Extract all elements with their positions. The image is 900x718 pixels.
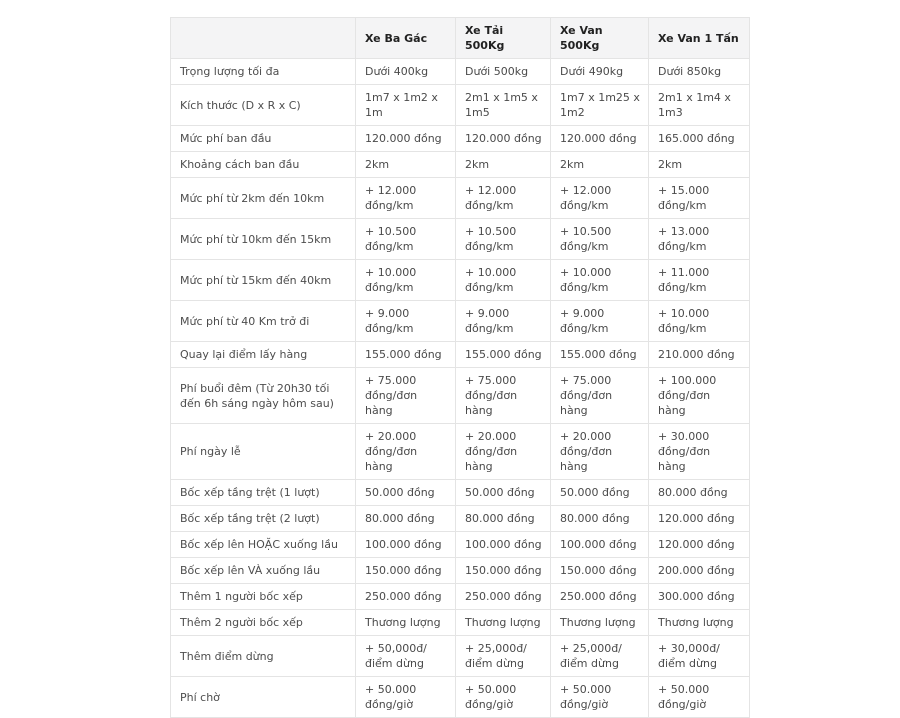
cell-xe-ba-gac: 80.000 đồng [356, 506, 456, 532]
cell-xe-ba-gac: + 20.000 đồng/đơn hàng [356, 424, 456, 480]
cell-xe-tai-500kg: 155.000 đồng [456, 342, 551, 368]
row-label: Phí buổi đêm (Từ 20h30 tối đến 6h sáng ngày hôm sau) [171, 368, 356, 424]
header-cell-empty [171, 18, 356, 59]
table-row [171, 219, 750, 260]
cell-xe-tai-500kg: 100.000 đồng [456, 532, 551, 558]
row-label: Phí chờ [171, 677, 356, 718]
cell-xe-ba-gac: 50.000 đồng [356, 480, 456, 506]
cell-xe-tai-500kg: Dưới 500kg [456, 59, 551, 85]
row-label: Khoảng cách ban đầu [171, 152, 356, 178]
cell-xe-tai-500kg: 2km [456, 152, 551, 178]
cell-xe-tai-500kg: + 10.500 đồng/km [456, 219, 551, 260]
cell-xe-ba-gac: 155.000 đồng [356, 342, 456, 368]
table-row [171, 677, 750, 718]
cell-xe-ba-gac: + 10.000 đồng/km [356, 260, 456, 301]
row-label: Mức phí ban đầu [171, 126, 356, 152]
table-row [171, 59, 750, 85]
row-label: Trọng lượng tối đa [171, 59, 356, 85]
row-label: Mức phí từ 2km đến 10km [171, 178, 356, 219]
cell-xe-van-500kg: 100.000 đồng [551, 532, 649, 558]
cell-xe-van-500kg: + 20.000 đồng/đơn hàng [551, 424, 649, 480]
cell-xe-ba-gac: 100.000 đồng [356, 532, 456, 558]
cell-xe-tai-500kg: 80.000 đồng [456, 506, 551, 532]
cell-xe-ba-gac: + 75.000 đồng/đơn hàng [356, 368, 456, 424]
cell-xe-van-1-tan: Thương lượng [649, 610, 750, 636]
cell-xe-tai-500kg: + 12.000 đồng/km [456, 178, 551, 219]
header-cell-xe-ba-gac: Xe Ba Gác [356, 18, 456, 59]
header-cell-xe-van-1-tan: Xe Van 1 Tấn [649, 18, 750, 59]
cell-xe-van-500kg: Dưới 490kg [551, 59, 649, 85]
cell-xe-van-500kg: Thương lượng [551, 610, 649, 636]
table-row [171, 480, 750, 506]
cell-xe-van-500kg: 150.000 đồng [551, 558, 649, 584]
row-label: Kích thước (D x R x C) [171, 85, 356, 126]
table-row [171, 178, 750, 219]
cell-xe-ba-gac: 150.000 đồng [356, 558, 456, 584]
cell-xe-van-500kg: 80.000 đồng [551, 506, 649, 532]
row-label: Bốc xếp lên HOẶC xuống lầu [171, 532, 356, 558]
cell-xe-van-1-tan: + 100.000 đồng/đơn hàng [649, 368, 750, 424]
cell-xe-ba-gac: + 50,000đ/điểm dừng [356, 636, 456, 677]
cell-xe-tai-500kg: + 75.000 đồng/đơn hàng [456, 368, 551, 424]
cell-xe-ba-gac: Thương lượng [356, 610, 456, 636]
cell-xe-van-500kg: 120.000 đồng [551, 126, 649, 152]
row-label: Bốc xếp lên VÀ xuống lầu [171, 558, 356, 584]
pricing-table [170, 17, 750, 718]
row-label: Thêm 2 người bốc xếp [171, 610, 356, 636]
cell-xe-van-1-tan: 165.000 đồng [649, 126, 750, 152]
cell-xe-ba-gac: + 12.000 đồng/km [356, 178, 456, 219]
cell-xe-van-500kg: + 50.000 đồng/giờ [551, 677, 649, 718]
table-body [171, 59, 750, 718]
table-row [171, 368, 750, 424]
cell-xe-van-500kg: + 75.000 đồng/đơn hàng [551, 368, 649, 424]
cell-xe-ba-gac: + 9.000 đồng/km [356, 301, 456, 342]
header-cell-xe-tai-500kg: Xe Tải 500Kg [456, 18, 551, 59]
row-label: Mức phí từ 10km đến 15km [171, 219, 356, 260]
cell-xe-tai-500kg: 120.000 đồng [456, 126, 551, 152]
cell-xe-van-500kg: 250.000 đồng [551, 584, 649, 610]
table-row [171, 342, 750, 368]
cell-xe-van-500kg: 2km [551, 152, 649, 178]
cell-xe-van-500kg: + 10.500 đồng/km [551, 219, 649, 260]
cell-xe-van-1-tan: + 11.000 đồng/km [649, 260, 750, 301]
cell-xe-van-1-tan: 300.000 đồng [649, 584, 750, 610]
table-row [171, 424, 750, 480]
row-label: Bốc xếp tầng trệt (2 lượt) [171, 506, 356, 532]
table-row [171, 506, 750, 532]
cell-xe-van-1-tan: + 50.000 đồng/giờ [649, 677, 750, 718]
cell-xe-van-1-tan: 210.000 đồng [649, 342, 750, 368]
cell-xe-tai-500kg: 250.000 đồng [456, 584, 551, 610]
cell-xe-ba-gac: 1m7 x 1m2 x 1m [356, 85, 456, 126]
cell-xe-van-1-tan: 120.000 đồng [649, 532, 750, 558]
row-label: Mức phí từ 40 Km trở đi [171, 301, 356, 342]
cell-xe-tai-500kg: + 10.000 đồng/km [456, 260, 551, 301]
cell-xe-van-1-tan: + 30.000 đồng/đơn hàng [649, 424, 750, 480]
table-row [171, 152, 750, 178]
row-label: Mức phí từ 15km đến 40km [171, 260, 356, 301]
cell-xe-tai-500kg: Thương lượng [456, 610, 551, 636]
cell-xe-tai-500kg: 150.000 đồng [456, 558, 551, 584]
row-label: Thêm 1 người bốc xếp [171, 584, 356, 610]
cell-xe-van-1-tan: 120.000 đồng [649, 506, 750, 532]
table-row [171, 584, 750, 610]
row-label: Quay lại điểm lấy hàng [171, 342, 356, 368]
cell-xe-van-1-tan: + 15.000 đồng/km [649, 178, 750, 219]
cell-xe-van-1-tan: + 10.000 đồng/km [649, 301, 750, 342]
table-header [171, 18, 750, 59]
cell-xe-ba-gac: Dưới 400kg [356, 59, 456, 85]
cell-xe-ba-gac: 2km [356, 152, 456, 178]
table-row [171, 301, 750, 342]
cell-xe-van-1-tan: 2km [649, 152, 750, 178]
cell-xe-tai-500kg: + 25,000đ/điểm dừng [456, 636, 551, 677]
cell-xe-tai-500kg: + 20.000 đồng/đơn hàng [456, 424, 551, 480]
row-label: Phí ngày lễ [171, 424, 356, 480]
cell-xe-tai-500kg: 2m1 x 1m5 x 1m5 [456, 85, 551, 126]
cell-xe-van-1-tan: 2m1 x 1m4 x 1m3 [649, 85, 750, 126]
cell-xe-tai-500kg: + 50.000 đồng/giờ [456, 677, 551, 718]
cell-xe-ba-gac: + 10.500 đồng/km [356, 219, 456, 260]
cell-xe-tai-500kg: 50.000 đồng [456, 480, 551, 506]
cell-xe-van-500kg: + 12.000 đồng/km [551, 178, 649, 219]
cell-xe-ba-gac: + 50.000 đồng/giờ [356, 677, 456, 718]
table-row [171, 260, 750, 301]
cell-xe-van-1-tan: + 13.000 đồng/km [649, 219, 750, 260]
header-cell-xe-van-500kg: Xe Van 500Kg [551, 18, 649, 59]
table-row [171, 636, 750, 677]
row-label: Bốc xếp tầng trệt (1 lượt) [171, 480, 356, 506]
table-row [171, 126, 750, 152]
cell-xe-van-1-tan: Dưới 850kg [649, 59, 750, 85]
cell-xe-van-1-tan: + 30,000đ/điểm dừng [649, 636, 750, 677]
row-label: Thêm điểm dừng [171, 636, 356, 677]
cell-xe-van-500kg: 155.000 đồng [551, 342, 649, 368]
table-row [171, 85, 750, 126]
cell-xe-ba-gac: 250.000 đồng [356, 584, 456, 610]
cell-xe-van-500kg: + 9.000 đồng/km [551, 301, 649, 342]
table-row [171, 610, 750, 636]
table-row [171, 532, 750, 558]
cell-xe-van-500kg: + 25,000đ/điểm dừng [551, 636, 649, 677]
cell-xe-van-500kg: + 10.000 đồng/km [551, 260, 649, 301]
cell-xe-tai-500kg: + 9.000 đồng/km [456, 301, 551, 342]
header-row [171, 18, 750, 59]
cell-xe-van-1-tan: 80.000 đồng [649, 480, 750, 506]
table-row [171, 558, 750, 584]
cell-xe-van-500kg: 1m7 x 1m25 x 1m2 [551, 85, 649, 126]
cell-xe-ba-gac: 120.000 đồng [356, 126, 456, 152]
cell-xe-van-1-tan: 200.000 đồng [649, 558, 750, 584]
cell-xe-van-500kg: 50.000 đồng [551, 480, 649, 506]
